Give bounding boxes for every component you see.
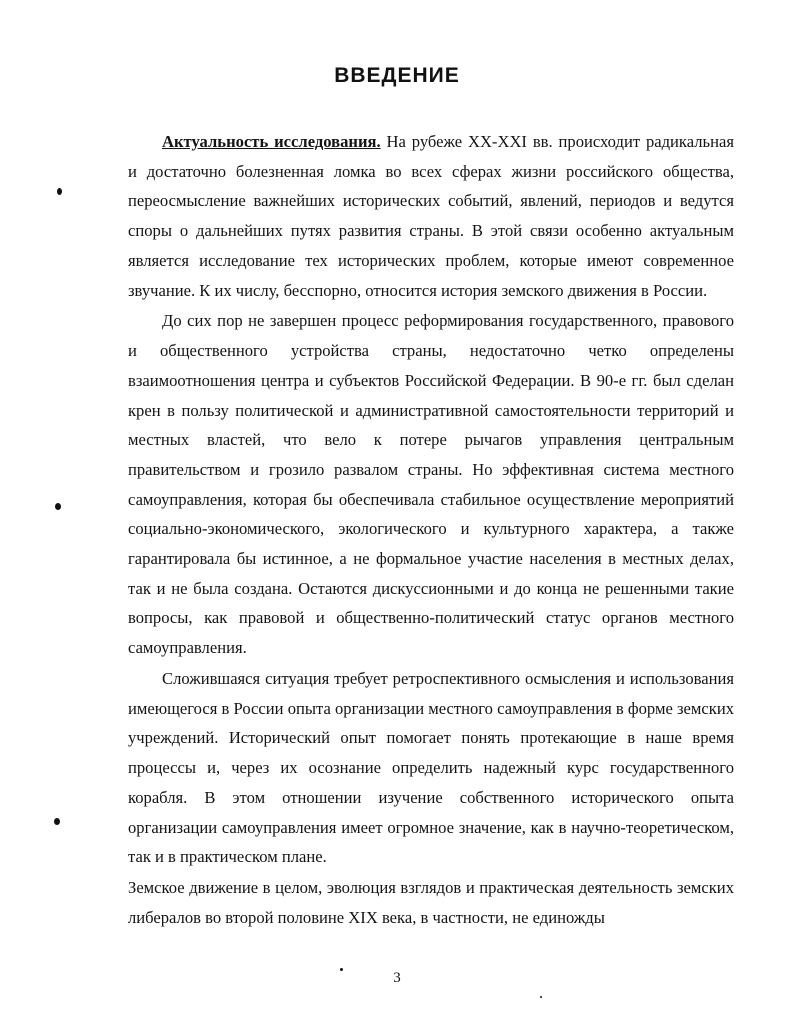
paragraph-reform: До сих пор не завершен процесс реформирования государственного, правового и общественного устройства страны, недостаточно четко определены взаимоотношения центра и субъектов Российской Федерации. В 90-е гг. был сделан крен в пользу политической и административной самостоятельности территорий и местных властей, что вело к потере рычагов управления центральным правительством и грозило развалом страны. Но эффективная система местного самоуправления, которая бы обеспечивала стабильное осуществление мероприятий социально-экономического, экологического и культурного характера, а также гарантировала бы истинное, а не формальное участие населения в местных делах, так и не была создана. Остаются дискуссионными и до конца не решенными такие вопросы, как правовой и общественно-политический статус органов местного самоуправления. xyxy=(128,311,734,658)
body-text xyxy=(128,127,734,934)
paragraph-relevance xyxy=(128,127,734,305)
scan-speck xyxy=(55,503,61,510)
scan-speck xyxy=(57,188,62,195)
paragraph-zemstvo-movement: Земское движение в целом, эволюция взглядов и практическая деятельность земских либералов во второй половине XIX века, в частности, не единожды xyxy=(128,878,734,927)
page-number: 3 xyxy=(393,970,401,986)
lead-heading: Актуальность исследования. xyxy=(162,132,381,151)
scan-speck xyxy=(54,818,60,825)
page-title: ВВЕДЕНИЕ xyxy=(334,64,460,87)
paragraph-1-text: На рубеже XX-XXI вв. происходит радикальная и достаточно болезненная ломка во всех сферах жизни российского общества, переосмысление важнейших исторических событий, явлений, периодов и ведутся споры о дальнейших путях развития страны. В этой связи особенно актуальным является исследование тех исторических проблем, которые имеют современное звучание. К их числу, бесспорно, относится история земского движения в России. xyxy=(128,132,734,300)
paragraph-situation: Сложившаяся ситуация требует ретроспективного осмысления и использования имеющегося в России опыта организации местного самоуправления в форме земских учреждений. Исторический опыт помогает понять протекающие в наше время процессы и, через их осознание определить надежный курс государственного корабля. В этом отношении изучение собственного исторического опыта организации самоуправления имеет огромное значение, как в научно-теоретическом, так и в практическом плане. xyxy=(128,669,734,867)
scan-speck xyxy=(340,968,343,971)
scan-speck xyxy=(540,996,542,998)
